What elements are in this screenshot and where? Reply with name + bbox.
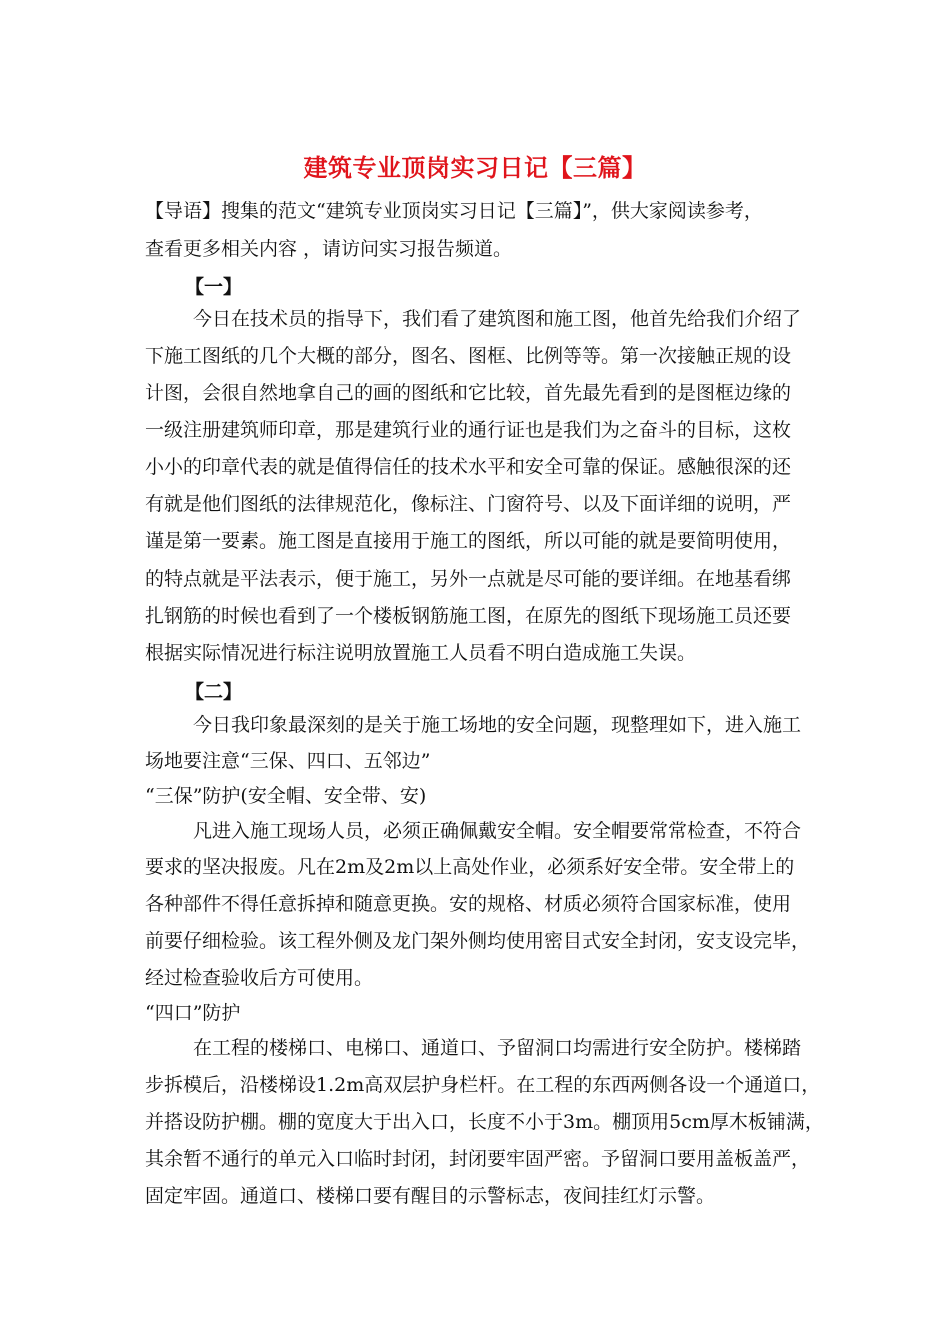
paragraph-line: 并搭设防护棚。棚的宽度大于出入口，长度不小于3m。棚顶用5cm厚木板铺满， xyxy=(145,1111,824,1133)
paragraph-line: 在工程的楼梯口、电梯口、通道口、予留洞口均需进行安全防护。楼梯踏 xyxy=(193,1037,802,1059)
paragraph-line: 有就是他们图纸的法律规范化，像标注、门窗符号、以及下面详细的说明，严 xyxy=(145,493,792,515)
paragraph-line: 凡进入施工现场人员，必须正确佩戴安全帽。安全帽要常常检查，不符合 xyxy=(193,820,802,842)
paragraph-line: 一级注册建筑师印章，那是建筑行业的通行证也是我们为之奋斗的目标，这枚 xyxy=(145,419,792,441)
paragraph-line: 计图，会很自然地拿自己的画的图纸和它比较，首先最先看到的是图框边缘的 xyxy=(145,382,792,404)
paragraph-line: 小小的印章代表的就是值得信任的技术水平和安全可靠的保证。感触很深的还 xyxy=(145,456,792,478)
subsection-title: “三保”防护(安全帽、安全带、安) xyxy=(145,785,427,807)
intro-line: 查看更多相关内容 ，请访问实习报告频道。 xyxy=(145,238,513,260)
paragraph-line: 下施工图纸的几个大概的部分，图名、图框、比例等等。第一次接触正规的设 xyxy=(145,345,792,367)
paragraph-line: 经过检查验收后方可使用。 xyxy=(145,967,374,989)
paragraph-line: 扎钢筋的时候也看到了一个楼板钢筋施工图，在原先的图纸下现场施工员还要 xyxy=(145,605,792,627)
paragraph-line: 其余暂不通行的单元入口临时封闭，封闭要牢固严密。予留洞口要用盖板盖严， xyxy=(145,1148,811,1170)
paragraph-line: 场地要注意“三保、四口、五邻边” xyxy=(145,750,431,772)
paragraph-line: 今日我印象最深刻的是关于施工场地的安全问题，现整理如下，进入施工 xyxy=(193,714,802,736)
section-heading-2: 【二】 xyxy=(185,681,243,703)
paragraph-line: 谨是第一要素。施工图是直接用于施工的图纸，所以可能的就是要简明使用， xyxy=(145,530,792,552)
paragraph-line: 固定牢固。通道口、楼梯口要有醒目的示警标志，夜间挂红灯示警。 xyxy=(145,1185,716,1207)
paragraph-line: 前要仔细检验。该工程外侧及龙门架外侧均使用密目式安全封闭，安支设完毕， xyxy=(145,930,811,952)
paragraph-line: 步拆模后，沿楼梯设1.2m高双层护身栏杆。在工程的东西两侧各设一个通道口， xyxy=(145,1074,821,1096)
paragraph-line: 根据实际情况进行标注说明放置施工人员看不明白造成施工失误。 xyxy=(145,642,697,664)
section-heading-1: 【一】 xyxy=(185,276,243,298)
paragraph-line: 各种部件不得任意拆掉和随意更换。安的规格、材质必须符合国家标准，使用 xyxy=(145,893,792,915)
subsection-title: “四口”防护 xyxy=(145,1002,241,1024)
document-title: 建筑专业顶岗实习日记【三篇】 xyxy=(303,153,647,182)
intro-line: 【导语】搜集的范文“建筑专业顶岗实习日记【三篇】”，供大家阅读参考， xyxy=(145,200,763,222)
paragraph-line: 要求的坚决报废。凡在2m及2m以上高处作业，必须系好安全带。安全带上的 xyxy=(145,856,795,878)
paragraph-line: 的特点就是平法表示，便于施工，另外一点就是尽可能的要详细。在地基看绑 xyxy=(145,568,792,590)
paragraph-line: 今日在技术员的指导下，我们看了建筑图和施工图，他首先给我们介绍了 xyxy=(193,308,802,330)
